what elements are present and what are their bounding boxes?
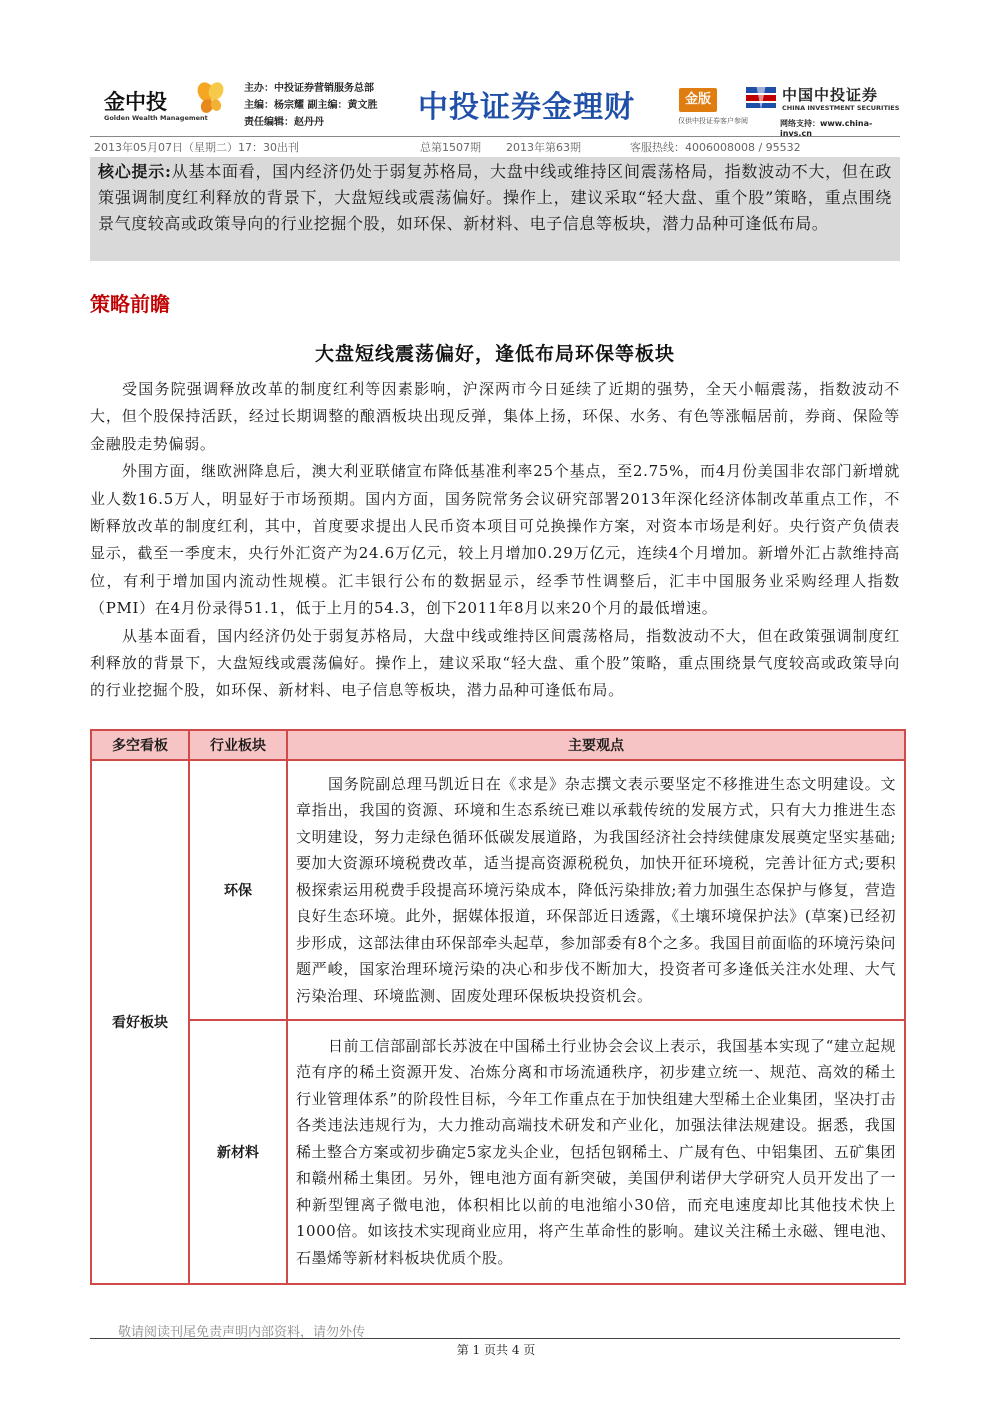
table-header-cell: 多空看板 <box>91 730 189 760</box>
credits-line-responsible-editor: 责任编辑：赵丹丹 <box>244 117 324 128</box>
page-number: 第 1 页共 4 页 <box>456 1343 536 1357</box>
footer-disclaimer-note: 敬请阅读刊尾免责声明内部资料，请勿外传 <box>118 1325 366 1340</box>
footer-divider <box>90 1338 900 1339</box>
logo-text: 金中投 <box>104 90 167 114</box>
key-tip-paragraph <box>90 157 900 237</box>
brand-subtitle: 仅供中投证券客户参阅 <box>678 117 748 125</box>
publication-credits <box>244 80 377 131</box>
table-view-text: 国务院副总理马凯近日在《求是》杂志撰文表示要坚定不移推进生态文明建设。文章指出，我国的资源、环境和生态系统已难以承载传统的发展方式，只有大力推进生态文明建设，努力走绿色循环低碳发展道路，为我国经济社会持续健康发展奠定坚实基础;要加大资源环境税费改革，适当提高资源税税负，加快开征环境税，完善计征方式;要积极探索运用税费手段提高环境污染成本，降低污染排放;着力加强生态保护与修复，营造良好生态环境。此外，据媒体报道，环保部近日透露，《土壤环境保护法》(草案)已经初步形成，这部法律由环保部牵头起草，参加部委有8个之多。我国目前面临的环境污染问题严峻，国家治理环境污染的决心和步伐不断加大，投资者可多逢低关注水处理、大气污染治理、环境监测、固废处理环保板块投资机会。 <box>296 774 896 1005</box>
article-title: 大盘短线震荡偏好，逢低布局环保等板块 <box>314 343 675 365</box>
butterfly-logo-icon <box>196 80 226 116</box>
article-body <box>90 376 900 705</box>
table-row <box>91 760 905 1020</box>
table-sector-cell: 新材料 <box>189 1020 287 1284</box>
issue-info-bar <box>90 136 900 155</box>
company-logo-icon <box>744 84 778 110</box>
table-view-text: 日前工信部副部长苏波在中国稀土行业协会会议上表示，我国基本实现了“建立起规范有序的稀土资源开发、冶炼分离和市场流通秩序，初步建立统一、规范、高效的稀土行业管理体系”的阶段性目标，今年工作重点在于加快组建大型稀土企业集团，坚决打击各类违法违规行为，大力推动高端技术研发和产业化，加强法律法规建设。据悉，我国稀土整合方案或初步确定5家龙头企业，包括包钢稀土、广晟有色、中铝集团、五矿集团和赣州稀土集团。另外，锂电池方面有新突破，美国伊利诺伊大学研究人员开发出了一种新型锂离子微电池，体积相比以前的电池缩小30倍，而充电速度却比其他技术快上1000倍。如该技术实现商业应用，将产生革命性的影响。建议关注稀土永磁、锂电池、石墨烯等新材料板块优质个股。 <box>296 1036 896 1267</box>
section-title: 策略前瞻 <box>90 292 170 316</box>
masthead <box>90 74 900 136</box>
article-paragraph: 外围方面，继欧洲降息后，澳大利亚联储宣布降低基准利率25个基点，至2.75%，而4月份美国非农部门新增就业人数16.5万人，明显好于市场预期。国内方面，国务院常务会议研究部署2013年深化经济体制改革重点工作，不断释放改革的制度红利，其中，首度要求提出人民币资本项目可兑换操作方案，对资本市场是利好。央行资产负债表显示，截至一季度末，央行外汇资产为24.6万亿元，较上月增加0.29万亿元，连续4个月增加。新增外汇占款维持高位，有利于增加国内流动性规模。汇丰银行公布的数据显示，经季节性调整后，汇丰中国服务业采购经理人指数（PMI）在4月份录得51.1，低于上月的54.3，创下2011年8月以来20个月的最低增速。 <box>90 462 900 618</box>
company-name-en: CHINA INVESTMENT SECURITIES <box>782 104 900 112</box>
company-name-cn: 中国中投证券 <box>782 86 879 104</box>
credits-line-editors: 主编：杨宗耀 副主编：黄文胜 <box>244 100 378 111</box>
table-row <box>91 1020 905 1284</box>
table-view-cell <box>287 1020 905 1284</box>
sector-view-table <box>90 729 906 1285</box>
issue-total-number: 总第1507期 <box>420 141 481 154</box>
table-header-cell: 行业板块 <box>189 730 287 760</box>
logo <box>104 78 222 126</box>
credits-line-host: 主办：中投证券营销服务总部 <box>244 83 374 94</box>
issue-date: 2013年05月07日（星期二）17：30出刊 <box>94 141 299 154</box>
table-sector-cell: 环保 <box>189 760 287 1020</box>
key-tip-label: 核心提示: <box>98 162 172 181</box>
key-tip-text: 从基本面看，国内经济仍处于弱复苏格局，大盘中线或维持区间震荡格局，指数波动不大，但在政策强调制度红利释放的背景下，大盘短线或震荡偏好。操作上，建议采取“轻大盘、重个股”策略，重点围绕景气度较高或政策导向的行业挖掘个股，如环保、新材料、电子信息等板块，潜力品种可逢低布局。 <box>98 162 892 233</box>
publication-brand: 中投证券金理财 <box>418 90 635 125</box>
table-header-row <box>91 730 905 760</box>
table-header-cell: 主要观点 <box>287 730 905 760</box>
company-website: 网络支持：www.china-invs.cn <box>780 119 873 138</box>
article-paragraph: 从基本面看，国内经济仍处于弱复苏格局，大盘中线或维持区间震荡格局，指数波动不大，但在政策强调制度红利释放的背景下，大盘短线或震荡偏好。操作上，建议采取“轻大盘、重个股”策略，重点围绕景气度较高或政策导向的行业挖掘个股，如环保、新材料、电子信息等板块，潜力品种可逢低布局。 <box>90 626 900 700</box>
table-group-cell: 看好板块 <box>91 760 189 1284</box>
logo-subtitle: Golden Wealth Management <box>104 114 208 122</box>
issue-year-number: 2013年第63期 <box>506 141 581 154</box>
key-tip-box <box>90 157 900 261</box>
service-hotline: 客服热线：4006008008 / 95532 <box>630 141 801 154</box>
edition-badge: 金版 <box>679 88 717 112</box>
article-paragraph: 受国务院强调释放改革的制度红利等因素影响，沪深两市今日延续了近期的强势，全天小幅震荡，指数波动不大，但个股保持活跃，经过长期调整的酿酒板块出现反弹，集体上扬，环保、水务、有色等涨幅居前，券商、保险等金融股走势偏弱。 <box>90 380 900 453</box>
table-view-cell <box>287 760 905 1020</box>
